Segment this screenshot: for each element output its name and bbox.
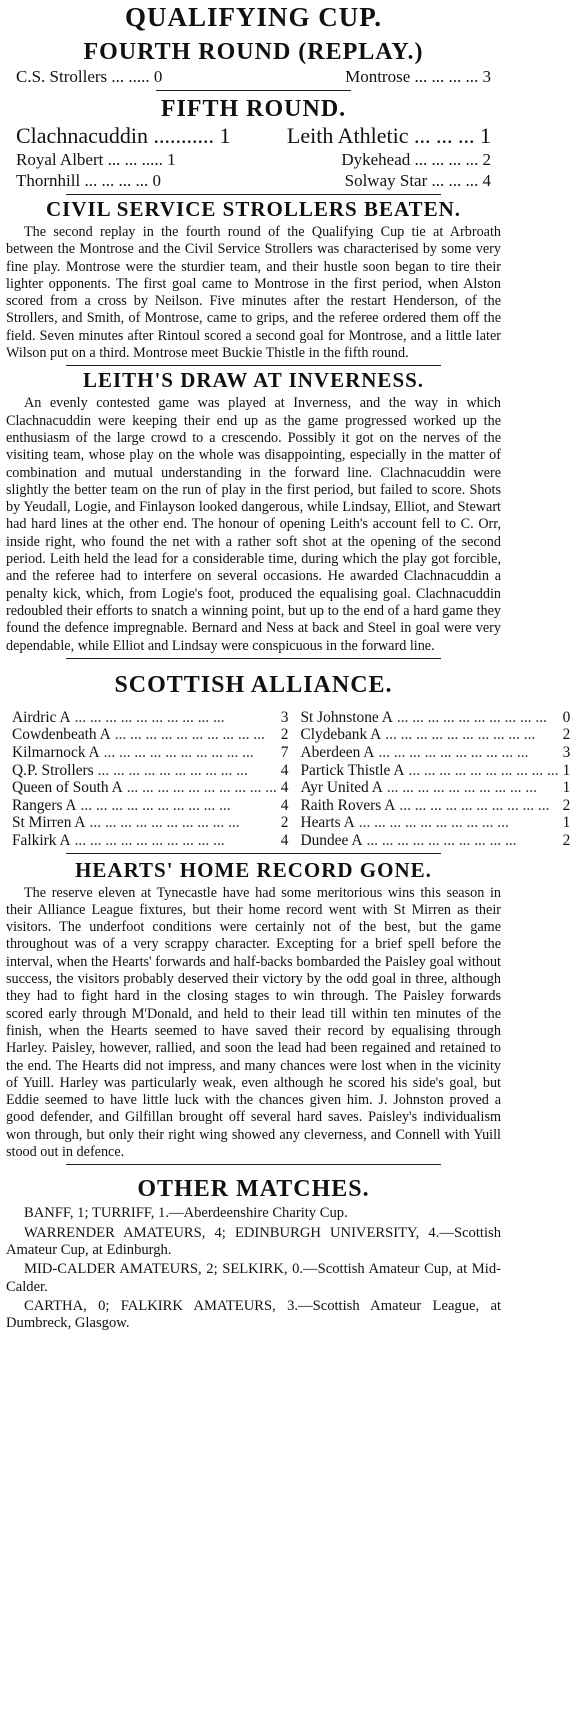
team-name: Kilmarnock A xyxy=(12,744,100,762)
team-name: Dundee A xyxy=(300,831,363,849)
alliance-result xyxy=(12,814,288,832)
score: 2 xyxy=(280,726,289,744)
leader-dots: ... ... ... ... ... ... ... ... ... ... xyxy=(80,796,231,814)
article-body-strollers: The second replay in the fourth round of the Qualifying Cup tie at Arbroath between the Montrose and the Civil Service Strollers was characterised by some very fine play. Montrose were the sturdier team, and their hustle soon began to tire their lighter opponents. The first goal came to Montrose in the first period, when Alston scored from a cross by Neilson. Five minutes after the restart Henderson, of the Strollers, and Smith, of Montrose, came to grips, and the referee ordered them off the field. Seven minutes after Rintoul scored a second goal for Montrose, and a little later Wilson put on a third. Montrose meet Buckie Thistle in the fifth round. xyxy=(6,224,501,362)
leader-dots: ... ... ... ... ... ... ... ... ... ... xyxy=(89,814,240,832)
leader-dots: ... ... ... ... ... ... ... ... ... ... xyxy=(358,814,509,832)
divider xyxy=(156,90,351,91)
team-name: Falkirk A xyxy=(12,831,71,849)
team-name: Airdric A xyxy=(12,708,71,726)
article-title-leith: LEITH'S DRAW AT INVERNESS. xyxy=(82,368,425,393)
article-body-hearts: The reserve eleven at Tynecastle have had some meritorious wins this season in their Alliance League fixtures, but their home record went with St Mirren as their visitors. The underfoot conditions were certainly not of the best, but the game throughout was of a very scrappy character. Excepting for a brief spell before the interval, when the Hearts' forwards and half-backs bombarded the Paisley goal without success, the visitors probably deserved their victory by the odd goal in three, although they had to fight hard in the closing stages to win through. The Paisley forwards scored early through M'Donald, and held to their lead till within ten minutes of the finish, when the Hearts seemed to have saved their record by equalising through Harley. Paisley, however, rallied, and soon the lead had been regained and retained to the end. The Hearts did not impress, and many chances were lost when in the vicinity of Yuill. Harley was particularly weak, even although he scored his side's goal, but Eddie seemed to have little luck with the chances given him. J. Johnston proved a good defender, and Gilfillan brought off several hard saves. Paisley's individualism won through, but only their right wing showed any cleverness, and Connell with Yuill stood out in defence. xyxy=(6,884,501,1161)
alliance-result xyxy=(12,779,288,797)
leader-dots: ... ... ... ... ... ... ... ... ... ... xyxy=(399,796,550,814)
team-name: Q.P. Strollers xyxy=(12,761,94,779)
alliance-result xyxy=(12,744,288,762)
away-team: Dykehead ... ... ... ... 2 xyxy=(341,150,491,169)
away-team: Solway Star ... ... ... 4 xyxy=(344,171,491,190)
divider xyxy=(66,658,441,659)
leader-dots: ... ... ... ... ... ... ... ... ... ... xyxy=(74,708,225,726)
alliance-result xyxy=(300,726,570,744)
other-match-item: WARRENDER AMATEURS, 4; EDINBURGH UNIVERSITY, 4.—Scottish Amateur Cup, at Edinburgh. xyxy=(6,1224,501,1258)
leader-dots: ... ... ... ... ... ... ... ... ... ... xyxy=(103,744,254,762)
team-name: Ayr United A xyxy=(300,779,383,797)
article-body-leith: An evenly contested game was played at Inverness, and the way in which Clachnacuddin were keeping their end up as the game progressed worked up the enthusiasm of the large crowd to a crescendo. Possibly it got on the nerves of the visiting team, whose play on the whole was disappointing, especially in the matter of combination and mutual understanding in the forward line. Clachnacuddin were slightly the better team on the run of play in the first period, but failed to score. Shots by Yeudall, Logie, and Finlayson looked dangerous, while Lindsay, Elliot, and Stewart had hard lines at the other end. The honour of opening Leith's account fell to C. Orr, inside right, who found the net with a rather soft shot at the opening of the second period. Leith held the lead for a considerable time, during which the play got forcible, and the referee had to interfere on several occasions. He awarded Clachnacuddin a penalty kick, which, from Logie's foot, produced the equalising goal. Clachnacuddin redoubled their efforts to snatch a winning point, but up to the end of a hard game they found the defence impregnable. Bernard and Ness at back and Steel in goal were very dependable, while Elliot and Lindsay were conspicuous in the forward line. xyxy=(6,395,501,654)
home-team: Clachnacuddin ........... 1 xyxy=(16,123,231,148)
score: 1 xyxy=(562,814,570,832)
score: 0 xyxy=(562,708,570,726)
score: 4 xyxy=(280,796,289,814)
score: 2 xyxy=(562,796,570,814)
leader-dots: ... ... ... ... ... ... ... ... ... ... xyxy=(74,831,225,849)
team-name: St Mirren A xyxy=(12,814,86,832)
alliance-result xyxy=(300,832,570,850)
qualifying-cup-title: QUALIFYING CUP. xyxy=(124,2,383,32)
score: 3 xyxy=(280,708,289,726)
home-team: Royal Albert ... ... ..... 1 xyxy=(16,150,176,169)
other-matches-title: OTHER MATCHES. xyxy=(137,1176,370,1203)
alliance-result xyxy=(12,726,288,744)
score: 4 xyxy=(280,831,289,849)
other-match-item: MID-CALDER AMATEURS, 2; SELKIRK, 0.—Scottish Amateur Cup, at Mid-Calder. xyxy=(6,1261,501,1295)
leader-dots: ... ... ... ... ... ... ... ... ... ... xyxy=(385,726,536,744)
alliance-result xyxy=(300,744,570,762)
away-team: Leith Athletic ... ... ... 1 xyxy=(286,123,491,148)
alliance-result xyxy=(300,709,570,727)
leader-dots: ... ... ... ... ... ... ... ... ... ... xyxy=(126,779,277,797)
alliance-result xyxy=(12,832,288,850)
fourth-round-results xyxy=(6,66,501,87)
result-row xyxy=(6,123,501,149)
score: 4 xyxy=(280,779,289,797)
team-name: Cowdenbeath A xyxy=(12,726,111,744)
leader-dots: ... ... ... ... ... ... ... ... ... ... xyxy=(396,708,547,726)
alliance-result xyxy=(12,797,288,815)
team-name: Hearts A xyxy=(300,814,355,832)
alliance-results-table xyxy=(6,708,570,850)
score: 2 xyxy=(562,726,570,744)
score: 2 xyxy=(280,814,289,832)
fifth-round-lead-result xyxy=(6,123,501,149)
result-row xyxy=(6,170,501,191)
result-row xyxy=(6,149,501,170)
divider xyxy=(66,365,441,366)
divider xyxy=(66,194,441,195)
leader-dots: ... ... ... ... ... ... ... ... ... ... xyxy=(408,761,559,779)
home-team: Thornhill ... ... ... ... 0 xyxy=(16,171,161,190)
team-name: Queen of South A xyxy=(12,779,123,797)
article-title-hearts: HEARTS' HOME RECORD GONE. xyxy=(75,857,432,882)
divider xyxy=(66,1164,441,1165)
alliance-result xyxy=(12,709,288,727)
team-name: Partick Thistle A xyxy=(300,761,405,779)
alliance-result xyxy=(300,762,570,780)
other-match-item: CARTHA, 0; FALKIRK AMATEURS, 3.—Scottish Amateur League, at Dumbreck, Glasgow. xyxy=(6,1297,501,1332)
score: 1 xyxy=(562,779,570,797)
leader-dots: ... ... ... ... ... ... ... ... ... ... xyxy=(97,761,248,779)
away-team: Montrose ... ... ... ... 3 xyxy=(345,67,491,86)
alliance-result xyxy=(300,779,570,797)
other-match-item: BANFF, 1; TURRIFF, 1.—Aberdeenshire Charity Cup. xyxy=(24,1205,348,1222)
fourth-round-title: FOURTH ROUND (REPLAY.) xyxy=(83,39,424,65)
alliance-result xyxy=(12,762,288,780)
scottish-alliance-title: SCOTTISH ALLIANCE. xyxy=(114,671,393,698)
score: 2 xyxy=(562,831,570,849)
score: 3 xyxy=(562,744,570,762)
leader-dots: ... ... ... ... ... ... ... ... ... ... xyxy=(386,779,537,797)
score: 1 xyxy=(562,761,570,779)
score: 4 xyxy=(280,761,289,779)
leader-dots: ... ... ... ... ... ... ... ... ... ... xyxy=(378,744,529,762)
score: 7 xyxy=(280,744,289,762)
team-name: Raith Rovers A xyxy=(300,796,396,814)
divider xyxy=(66,853,441,854)
alliance-result xyxy=(300,797,570,815)
fifth-round-title: FIFTH ROUND. xyxy=(160,96,347,122)
team-name: St Johnstone A xyxy=(300,708,393,726)
article-title-strollers: CIVIL SERVICE STROLLERS BEATEN. xyxy=(46,197,461,221)
team-name: Aberdeen A xyxy=(300,744,375,762)
team-name: Rangers A xyxy=(12,796,77,814)
leader-dots: ... ... ... ... ... ... ... ... ... ... xyxy=(366,831,517,849)
leader-dots: ... ... ... ... ... ... ... ... ... ... xyxy=(114,726,265,744)
alliance-result xyxy=(300,814,570,832)
team-name: Clydebank A xyxy=(300,726,382,744)
fifth-round-results xyxy=(6,149,501,191)
result-row xyxy=(6,66,501,87)
home-team: C.S. Strollers ... ..... 0 xyxy=(16,67,163,86)
